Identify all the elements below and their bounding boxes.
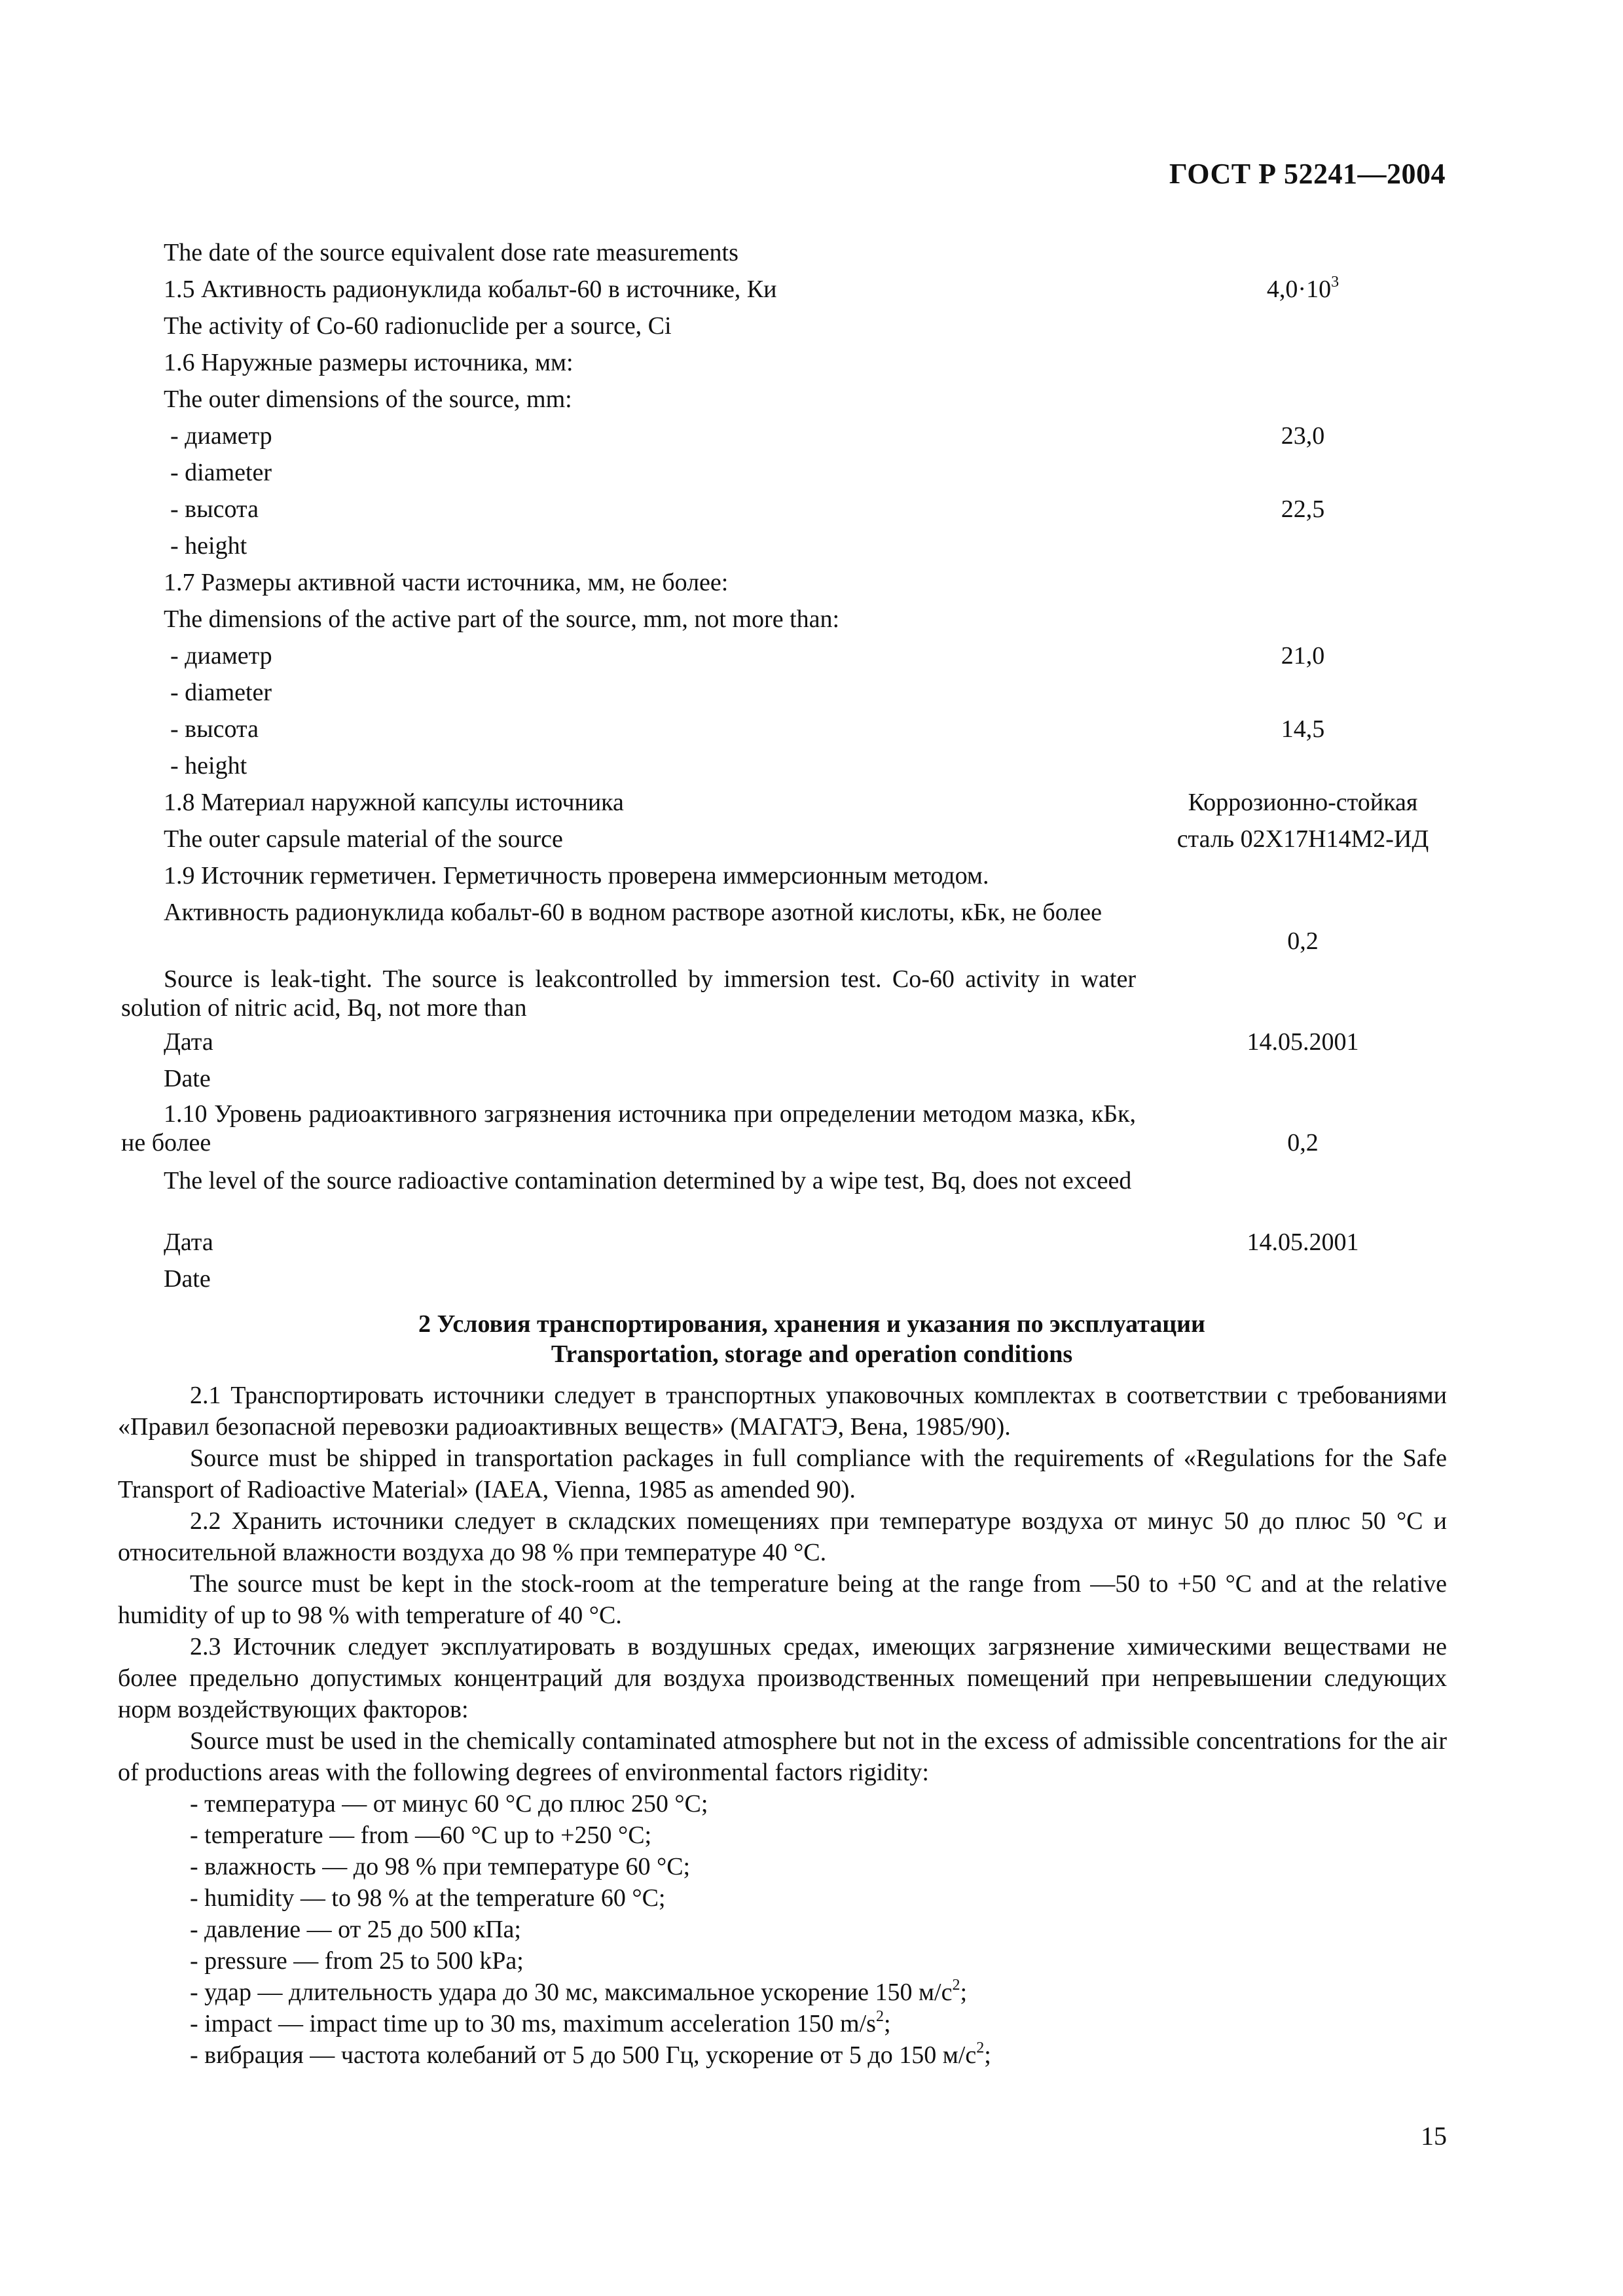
value-cell: 0,2	[1287, 1129, 1319, 1157]
list-item: - impact — impact time up to 30 ms, maximum acceleration 150 $m/s^2$;	[190, 2008, 891, 2037]
wrapped-text-ru: 1.10 Уровень радиоактивного загрязнения источника при определении методом мазка, кБк, не более	[121, 1100, 1136, 1157]
paragraph: Source must be shipped in transportation packages in full compliance with the requirements of «Regulations for the Safe Transport of Radioactive Material» (IAEA, Vienna, 1985 as amended 90).	[118, 1444, 1447, 1503]
list-item: The dimensions of the active part of the source, mm, not more than:	[164, 605, 840, 633]
list-item: The date of the source equivalent dose rate measurements	[164, 239, 739, 266]
list-item: - height	[170, 752, 247, 780]
list-item: 1.5 Активность радионуклида кобальт-60 в источнике, Ки $4,0\cdot 10^3$	[164, 274, 1340, 303]
value-cell: 0,2	[1287, 927, 1319, 955]
list-item: - diameter	[170, 679, 272, 706]
paragraph: The source must be kept in the stock-room at the temperature being at the range from —50 to +50 °С and at the relative humidity of up to 98 % with temperature of 40 °С.	[118, 1570, 1447, 1629]
date-row: Date	[164, 1265, 211, 1293]
list-item: - pressure — from 25 to 500 kPa;	[190, 1947, 524, 1975]
wrapped-text-en: Source is leak-tight. The source is leakcontrolled by immersion test. Co-60 activity in water solution of nitric acid, Bq, not more than	[121, 965, 1136, 1022]
list-item: - диаметр 23,0	[170, 422, 1325, 450]
list-item: - температура — от минус 60 °С до плюс 250 °С;	[190, 1790, 708, 1818]
list-item: - удар — длительность удара до 30 мс, максимальное ускорение 150 $м/с^2$;	[190, 1977, 968, 2006]
list-item: The outer dimensions of the source, mm:	[164, 386, 572, 413]
paragraph: 2.2 Хранить источники следует в складских помещениях при температуре воздуха от минус 50 до плюс 50 °С и относительной влажности воздуха до 98 % при температуре 40 °С.	[118, 1507, 1447, 1566]
list-item: - height	[170, 532, 247, 560]
date-row: Дата 14.05.2001	[164, 1229, 1359, 1256]
paragraph: Source must be used in the chemically contaminated atmosphere but not in the excess of admissible concentrations for the air of productions areas with the following degrees of environmental factors rigidity:	[118, 1727, 1447, 1786]
list-item: - temperature — from —60 °С up to +250 °С;	[190, 1821, 652, 1849]
list-item: 1.9 Источник герметичен. Герметичность проверена иммерсионным методом.	[164, 862, 989, 889]
list-item: - diameter	[170, 459, 272, 486]
wrapped-text-ru: Активность радионуклида кобальт-60 в водном растворе азотной кислоты, кБк, не более	[164, 899, 1102, 926]
list-item: 1.6 Наружные размеры источника, мм:	[164, 349, 574, 376]
list-item: 1.8 Материал наружной капсулы источника Коррозионно-стойкая	[164, 789, 1418, 816]
section-title-en: Transportation, storage and operation conditions	[551, 1340, 1073, 1368]
date-row: Date	[164, 1065, 211, 1092]
section-title-ru: 2 Условия транспортирования, хранения и указания по эксплуатации	[418, 1310, 1205, 1338]
document-code: ГОСТ Р 52241—2004	[1169, 158, 1446, 190]
list-item: The outer capsule material of the source сталь 02Х17Н14М2-ИД	[164, 825, 1429, 853]
list-item: - высота 14,5	[170, 715, 1325, 743]
date-row: Дата 14.05.2001	[164, 1028, 1359, 1056]
list-item: - давление — от 25 до 500 кПа;	[190, 1916, 521, 1943]
paragraph: 2.3 Источник следует эксплуатировать в воздушных средах, имеющих загрязнение химическими веществами не более предельно допустимых концентраций для воздуха производственных помещений при непревышении следующих норм воздействующих факторов:	[118, 1633, 1447, 1723]
list-item: The activity of Co-60 radionuclide per a source, Ci	[164, 312, 672, 340]
wrapped-text-en: The level of the source radioactive contamination determined by a wipe test, Bq, does not exceed	[164, 1167, 1132, 1194]
page-number: 15	[1421, 2121, 1447, 2151]
list-item: - влажность — до 98 % при температуре 60 °С;	[190, 1853, 691, 1880]
list-item: 1.7 Размеры активной части источника, мм, не более:	[164, 569, 729, 596]
list-item: - высота 22,5	[170, 495, 1325, 523]
list-item: - вибрация — частота колебаний от 5 до 500 Гц, ускорение от 5 до 150 $м/с^2$;	[190, 2039, 991, 2069]
list-item: - humidity — to 98 % at the temperature 60 °С;	[190, 1884, 666, 1912]
list-item: - диаметр 21,0	[170, 642, 1325, 670]
paragraph: 2.1 Транспортировать источники следует в транспортных упаковочных комплектах в соответствии с требованиями «Правил безопасной перевозки радиоактивных веществ» (МАГАТЭ, Вена, 1985/90).	[118, 1382, 1447, 1441]
